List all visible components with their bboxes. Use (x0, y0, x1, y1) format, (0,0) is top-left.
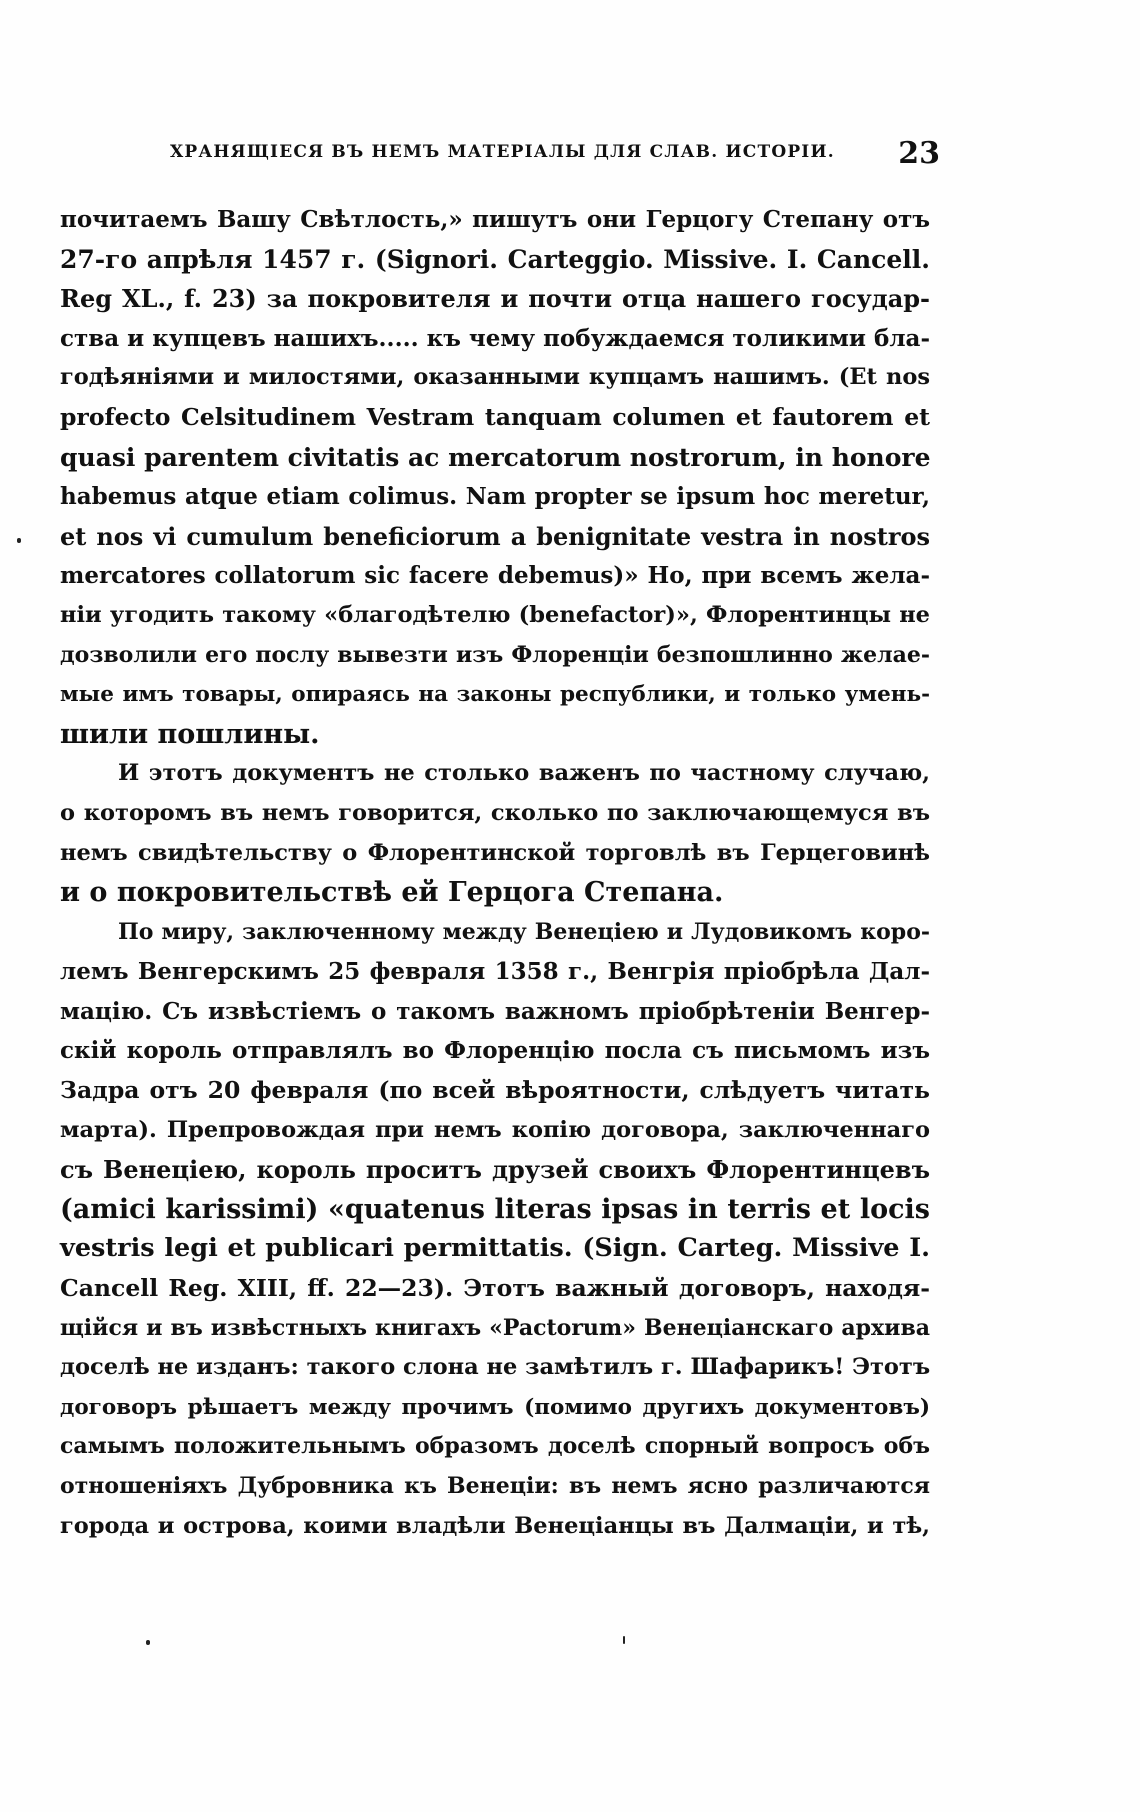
text-line: дозволили его послу вывезти изъ Флоренціи безпошлинно желае- (60, 641, 930, 668)
ink-speck (623, 1636, 625, 1644)
text-line: profecto Celsitudinem Vestram tanquam columen et fautorem et (60, 402, 930, 431)
text-line: и о покровительствѣ ей Герцога Степана. (60, 877, 724, 909)
text-line: марта). Препровождая при немъ копію договора, заключеннаго (60, 1116, 930, 1143)
text-line: щійся и въ извѣстныхъ книгахъ «Pactorum» Венеціанскаго архива (60, 1314, 930, 1341)
text-line: лемъ Венгерскимъ 25 февраля 1358 г., Венгрія пріобрѣла Дал- (60, 958, 930, 986)
text-line: mercatores collatorum sic facere debemus)» Но, при всемъ жела- (60, 562, 930, 590)
text-line: По миру, заключенному между Венеціею и Лудовикомъ коро- (118, 918, 930, 945)
text-line: скій король отправлялъ во Флоренцію посла съ письмомъ изъ (60, 1037, 930, 1065)
text-line: habemus atque etiam colimus. Nam propter se ipsum hoc meretur, (60, 483, 930, 511)
text-line: ства и купцевъ нашихъ..... къ чему побуждаемся толикими бла- (60, 324, 930, 352)
text-line: немъ свидѣтельству о Флорентинской торговлѣ въ Герцеговинѣ (60, 839, 930, 866)
body-text (60, 200, 930, 1546)
text-line: самымъ положительнымъ образомъ доселѣ спорный вопросъ объ (60, 1433, 930, 1460)
text-line: отношеніяхъ Дубровника къ Венеціи: въ немъ ясно различаются (60, 1473, 930, 1499)
text-line: доселѣ не изданъ: такого слона не замѣтилъ г. Шафарикъ! Этотъ (60, 1354, 931, 1381)
text-line: съ Венеціею, король проситъ друзей своихъ Флорентинцевъ (60, 1155, 930, 1185)
text-line: 27-го апрѣля 1457 г. (Signori. Carteggio. Missive. I. Cancell. (60, 244, 930, 274)
paragraph-2 (60, 754, 930, 912)
ink-speck (146, 1640, 150, 1645)
text-line: И этотъ документъ не столько важенъ по частному случаю, (118, 760, 930, 787)
running-head (160, 136, 940, 176)
paragraph-3 (60, 913, 930, 1547)
text-line: Задра отъ 20 февраля (по всей вѣроятности, слѣдуетъ читать (60, 1076, 930, 1105)
running-title: ХРАНЯЩІЕСЯ ВЪ НЕМЪ МАТЕРІАЛЫ ДЛЯ СЛАВ. ИСТОРІИ. (170, 142, 835, 162)
text-line: Reg XL., f. 23) за покровителя и почти отца нашего государ- (60, 284, 930, 314)
text-line: города и острова, коими владѣли Венеціанцы въ Далмаціи, и тѣ, (60, 1512, 930, 1539)
text-line: et nos vi cumulum beneficiorum a benignitate vestra in nostros (60, 521, 930, 551)
text-line: мые имъ товары, опираясь на законы республики, и только умень- (60, 682, 930, 708)
text-line: годѣяніями и милостями, оказанными купцамъ нашимъ. (Et nos (60, 364, 930, 391)
text-line: договоръ рѣшаетъ между прочимъ (помимо другихъ документовъ) (60, 1394, 930, 1420)
text-line: мацію. Съ извѣстіемъ о такомъ важномъ пріобрѣтеніи Венгер- (60, 997, 930, 1025)
text-line: (amici karissimi) «quatenus literas ipsas in terris et locis (60, 1193, 930, 1225)
page-number: 23 (898, 136, 940, 171)
text-line: vestris legi et publicari permittatis. (Sign. Carteg. Missive I. (60, 1233, 930, 1264)
text-line: ніи угодить такому «благодѣтелю (benefactor)», Флорентинцы не (60, 601, 930, 628)
text-line: шили пошлины. (60, 718, 320, 750)
text-line: Cancell Reg. XIII, ff. 22—23). Этотъ важный договоръ, находя- (60, 1274, 930, 1303)
text-line: quasi parentem civitatis ac mercatorum nostrorum, in honore (60, 442, 931, 472)
text-line: о которомъ въ немъ говорится, сколько по заключающемуся въ (60, 799, 930, 826)
ink-speck (17, 538, 21, 543)
paragraph-1 (60, 200, 930, 754)
text-line: почитаемъ Вашу Свѣтлость,» пишутъ они Герцогу Степану отъ (60, 206, 930, 233)
